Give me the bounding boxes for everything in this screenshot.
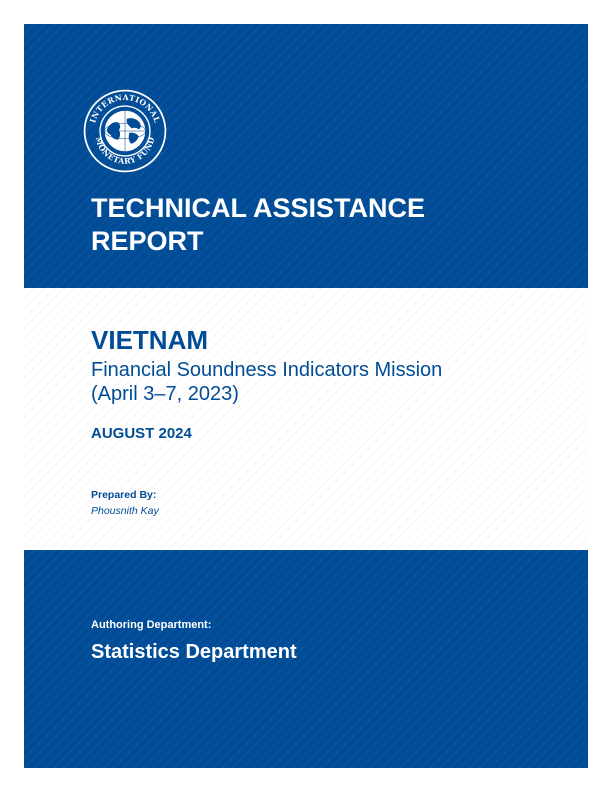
svg-text:MONETARY FUND: MONETARY FUND [93, 135, 157, 166]
publication-date: AUGUST 2024 [91, 425, 192, 442]
authoring-department-name: Statistics Department [91, 641, 297, 663]
report-cover [24, 24, 588, 768]
authoring-department-label: Authoring Department: [91, 619, 212, 631]
svg-text:INTERNATIONAL: INTERNATIONAL [88, 92, 162, 125]
prepared-by-label: Prepared By: [91, 489, 157, 501]
report-type-title: TECHNICAL ASSISTANCE REPORT [91, 193, 426, 256]
cover-top-band [24, 24, 588, 288]
imf-seal-icon [82, 88, 168, 174]
prepared-by-name: Phousnith Kay [91, 505, 159, 517]
country-title: VIETNAM [91, 325, 208, 355]
mission-subtitle: Financial Soundness Indicators Mission (April 3–7, 2023) [91, 359, 443, 405]
